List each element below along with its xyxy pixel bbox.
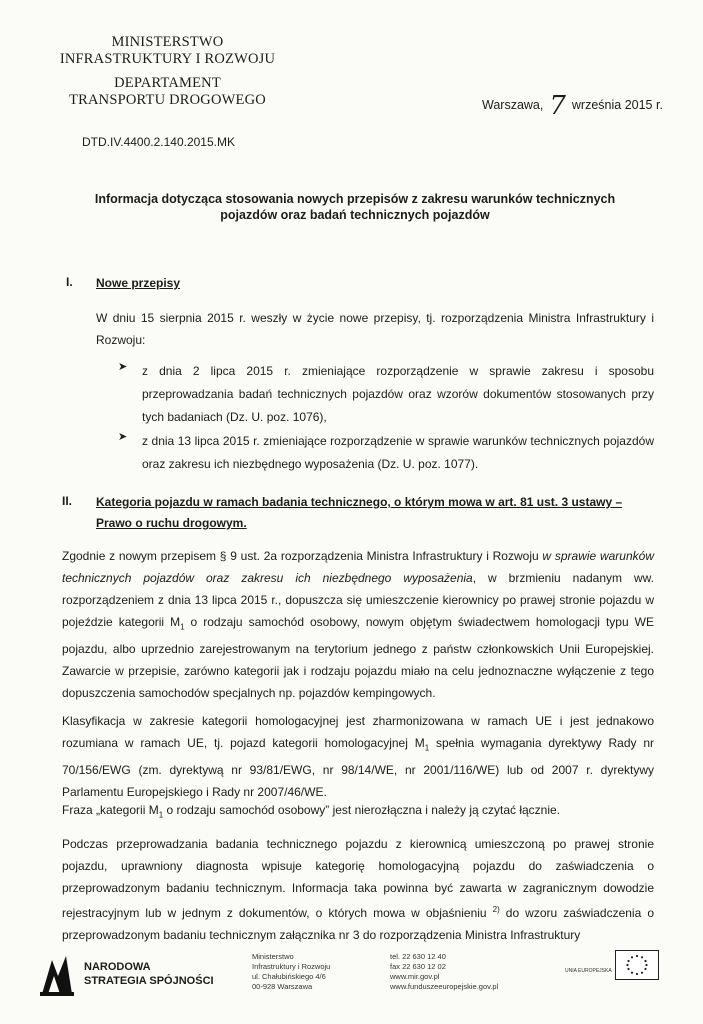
section-1-intro: W dniu 15 sierpnia 2015 r. weszły w życie nowe przepisy, tj. rozporządzenia Ministra Infrastruktury i Rozwoju: [96,311,654,347]
section-1-number: I. [66,275,73,289]
reference-number: DTD.IV.4400.2.140.2015.MK [82,135,235,149]
address-line: 00-928 Warszawa [252,982,313,991]
website-link: www.mir.gov.pl [390,972,440,981]
ministry-name-line: INFRASTRUKTURY I ROZWOJU [59,51,276,67]
ministry-address [252,952,330,992]
body-paragraph [62,710,654,803]
eu-flag-icon [615,950,659,980]
arrow-bullet-icon: ➤ [118,431,128,443]
section-2-heading-line: Prawo o ruchu drogowym. [96,516,247,530]
paragraph-text: spełnia wymagania dyrektywy Rady nr 70/156/EWG (zm. dyrektywą nr 93/81/EWG, nr 98/14/WE, nr 2001/116/WE) lub od 2007 r. dyrektywy Parlamentu Europejskiego i Rady nr 2007/46/WE. [62,736,654,800]
footnote-reference: 2) [492,905,500,914]
logo-line: STRATEGIA SPÓJNOŚCI [84,975,214,987]
address-line: Ministerstwo [252,952,294,961]
narodowa-strategia-logo-text [84,960,214,988]
category-subscript: 1 [180,622,185,632]
paragraph-text: do wzoru zaświadczenia o przeprowadzonym badaniu technicznym załącznika nr 3 do rozporządzenia Ministra Infrastruktury [62,906,654,942]
list-item [118,430,654,476]
page-footer [30,946,675,1006]
paragraph-text: Zgodnie z nowym przepisem § 9 ust. 2a rozporządzenia Ministra Infrastruktury i Rozwoju [62,549,543,563]
date-city: Warszawa, [482,98,544,112]
contact-info [390,952,498,992]
category-subscript: 1 [424,743,430,753]
list-item [118,360,654,429]
paragraph-text: , w brzmieniu nadanym ww. rozporządzeniem z dnia 13 lipca 2015 r., dopuszcza się umieszczenie kierownicy po prawej stronie pojazdu w pojeździe kategorii M [62,571,654,629]
list-item-text: z dnia 13 lipca 2015 r. zmieniające rozporządzenie w sprawie warunków technicznych pojazdów oraz zakresu ich niezbędnego wyposażenia (Dz. U. poz. 1077). [142,434,654,471]
paragraph-text: o rodzaju samochód osobowy, nowym objętym świadectwem homologacji typu WE pojazdu, albo uprzednio zarejestrowanym na terytorium jednego z państw członkowskich Unii Europejskiej. Zawarcie w przepisie, zarówno kategorii jak i rodzaju pojazdu miało na celu jednoznaczne wyłączenie z tego dopuszczenia samochodów specjalnych np. pojazdów kempingowych. [62,615,654,701]
regulation-title-italic: w sprawie warunków technicznych pojazdów oraz zakresu ich niezbędnego wyposażenia [62,549,654,585]
narodowa-strategia-logo-icon [38,954,76,998]
category-subscript: 1 [158,810,164,820]
fax-number: fax 22 630 12 02 [390,962,446,971]
website-link: www.funduszeeuropejskie.gov.pl [390,982,499,991]
department-name-line: TRANSPORTU DROGOWEGO [69,92,266,108]
arrow-bullet-icon: ➤ [118,361,128,373]
list-item-text: z dnia 2 lipca 2015 r. zmieniające rozporządzenie w sprawie zakresu i sposobu przeprowadzania badań technicznych pojazdów oraz wzorów dokumentów stosowanych przy tych badaniach (Dz. U. poz. 1076), [142,364,654,424]
ministry-header [50,34,285,109]
section-2-heading [96,493,666,533]
paragraph-text: o rodzaju samochód osobowy” jest nierozłączna i należy ją czytać łącznie. [163,803,561,817]
date-day-handwritten: 7 [549,91,566,121]
paragraph-text: Podczas przeprowadzania badania technicznego pojazdu z kierownicą umieszczoną po prawej stronie pojazdu, uprawniony diagnosta wpisuje kategorię homologacyjną pojazdu do zaświadczenia o przeprowadzonym badaniu technicznym. Informacja taka powinna być zawarta w zagranicznym dowodzie rejestracyjnym lub w jednym z dokumentów, o których mowa w objaśnieniu [62,837,654,920]
body-paragraph [62,799,654,826]
document-title: Informacja dotycząca stosowania nowych przepisów z zakresu warunków technicznych pojazdów oraz badań technicznych pojazdów [94,192,616,222]
section-2-heading-line: Kategoria pojazdu w ramach badania technicznego, o którym mowa w art. 81 ust. 3 ustawy – [96,495,623,509]
paragraph-text: Fraza „kategorii M [62,803,159,817]
eu-label: UNIA EUROPEJSKA [565,968,612,974]
logo-line: NARODOWA [84,961,151,973]
ministry-name-line: MINISTERSTWO [111,34,224,50]
body-paragraph [62,833,654,946]
date-month-year: września 2015 r. [571,98,663,112]
paragraph-text: Klasyfikacja w zakresie kategorii homologacyjnej jest zharmonizowana w ramach UE i jest jednakowo rozumiana w ramach UE, tj. pojazd kategorii homologacyjnej M [62,714,654,750]
phone-number: tel. 22 630 12 40 [390,952,446,961]
section-2-number: II. [62,494,73,508]
body-paragraph [62,545,654,704]
address-line: Infrastruktury i Rozwoju [252,962,331,971]
section-1-heading: Nowe przepisy [96,276,181,290]
department-name-line: DEPARTAMENT [114,75,221,91]
document-date [482,91,663,121]
address-line: ul. Chałubińskiego 4/6 [252,972,326,981]
